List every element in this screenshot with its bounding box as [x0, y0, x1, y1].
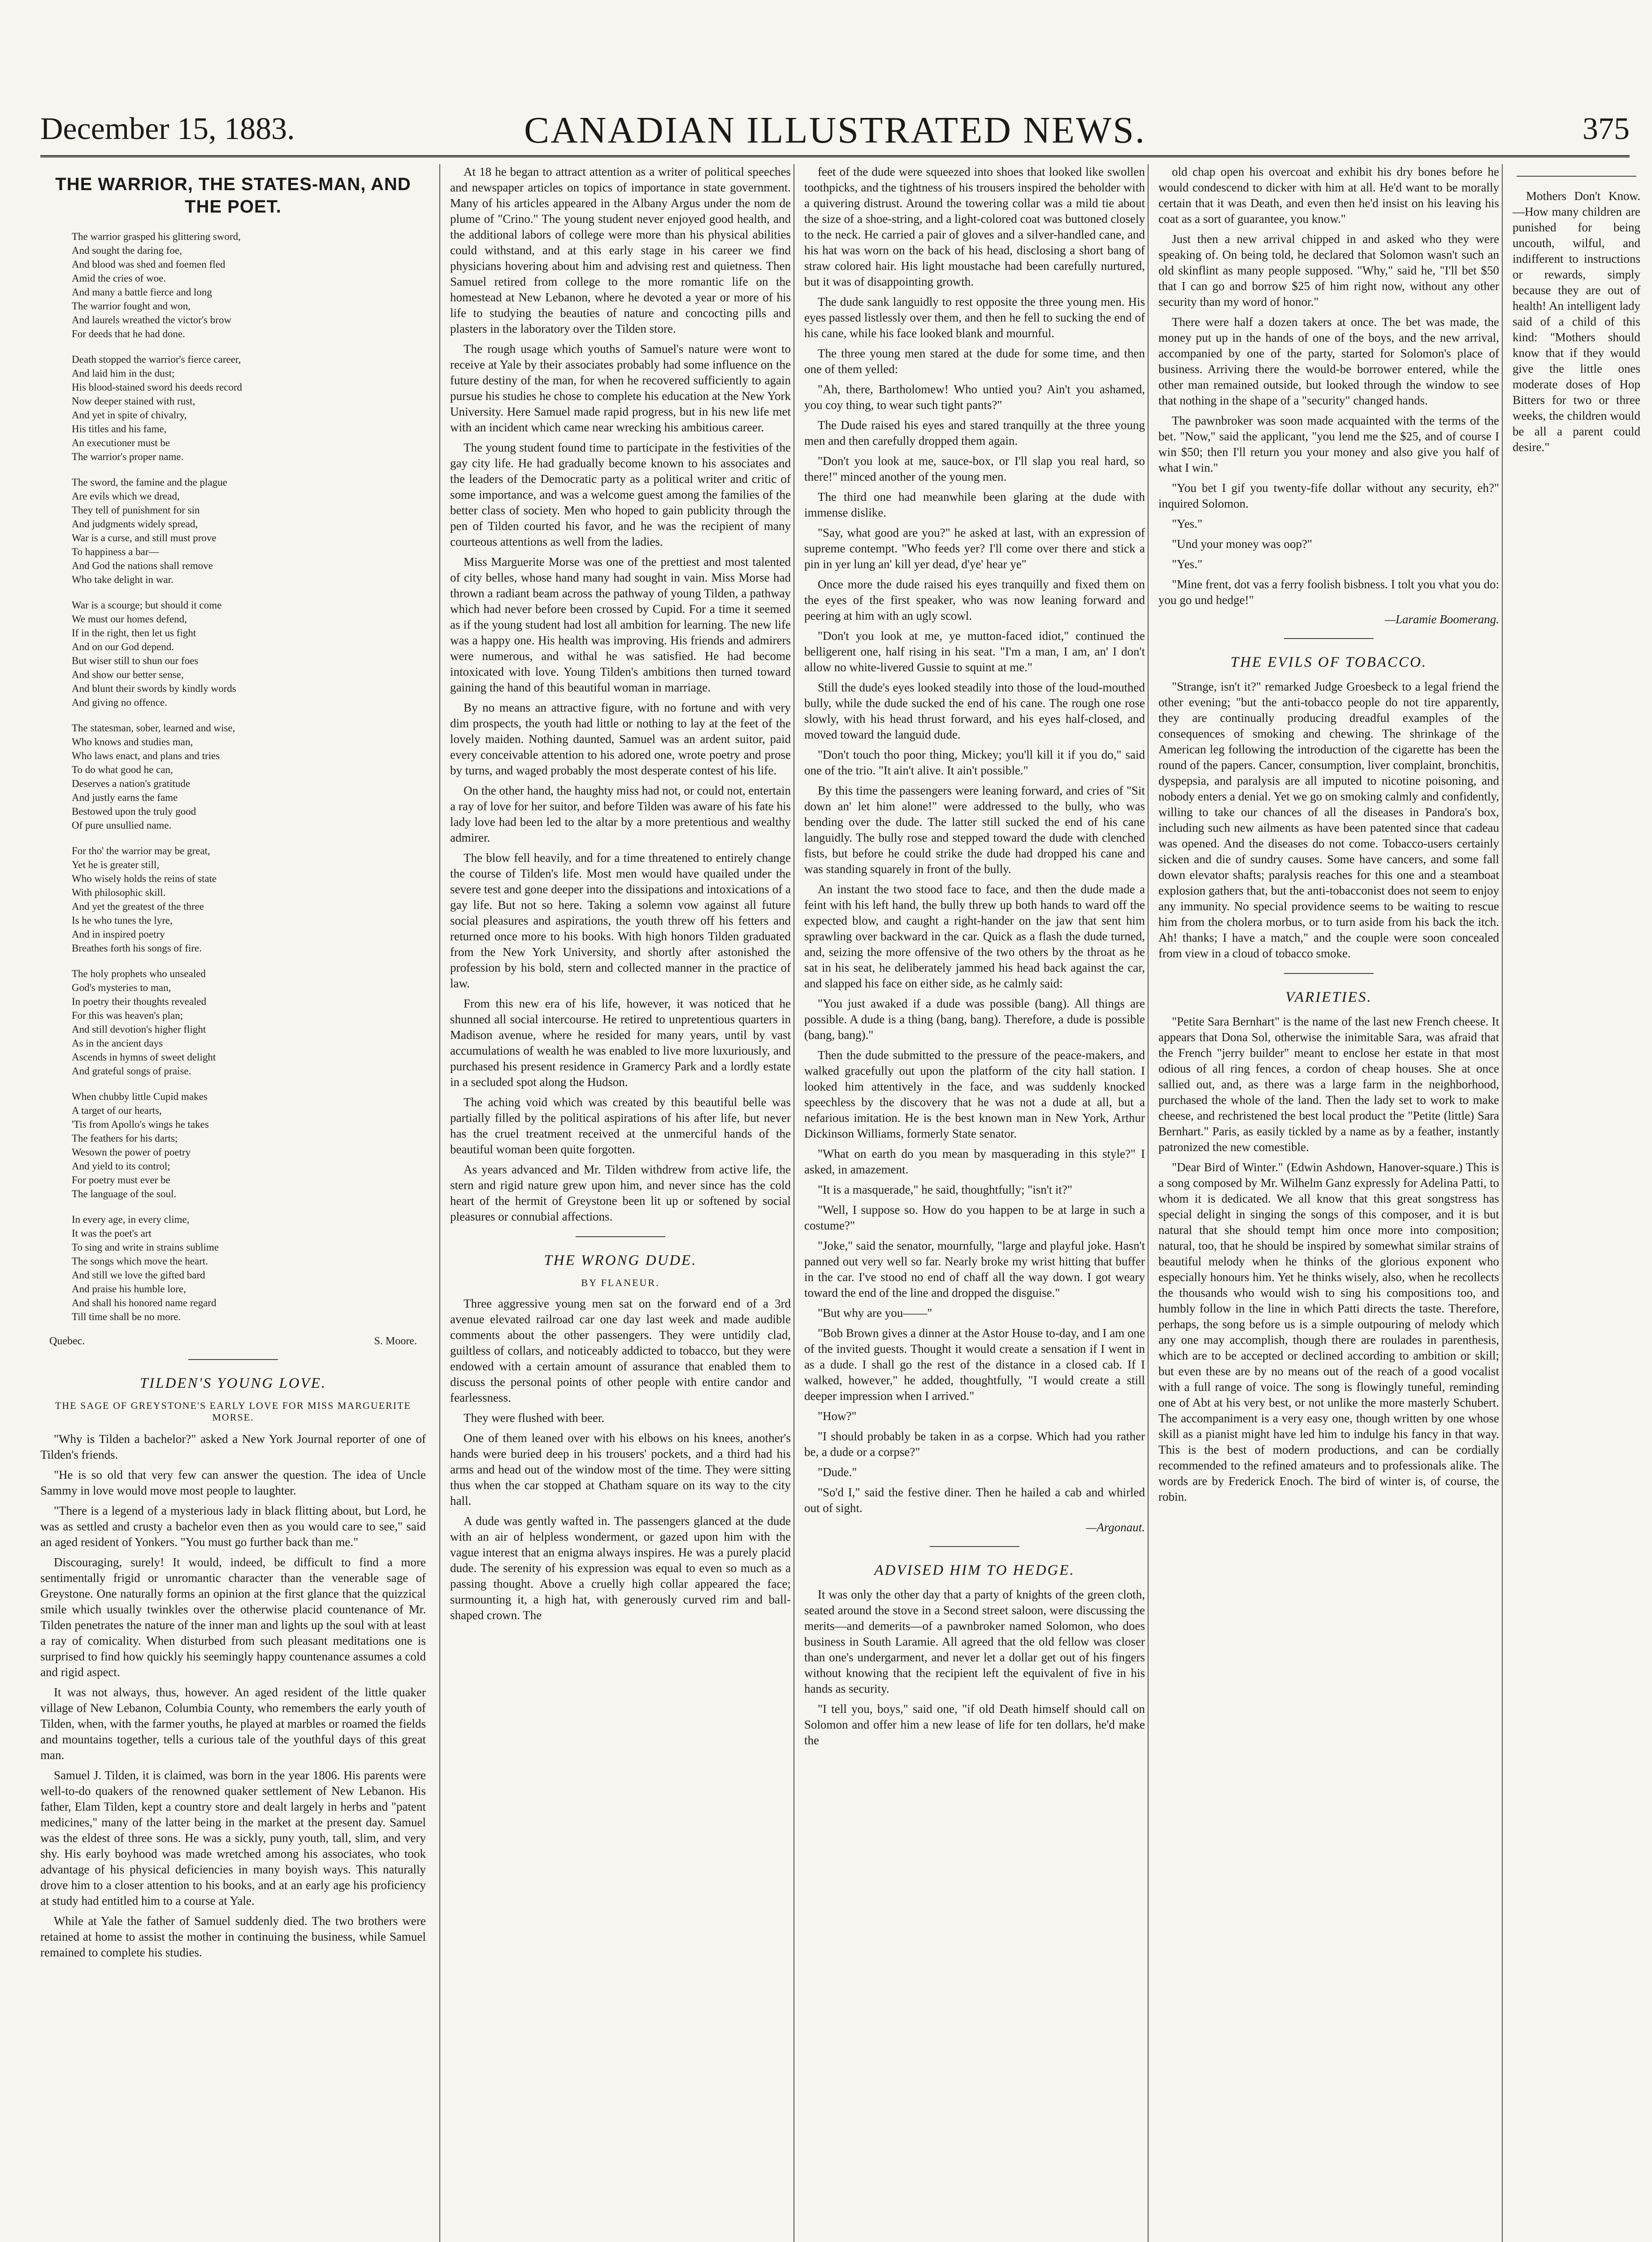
article-paragraph: By this time the passengers were leaning forward, and cries of "Sit down an' let him alone!" were addressed to the bully, who was bending over the dude. The latter still sucked the end of his cane languidly. The bully rose and stepped toward the dude with clenched fists, but before he could strike the dude had dropped his cane and was standing squarely in front of the bully. — [804, 784, 1145, 876]
article-paragraph: "So'd I," said the festive diner. Then he hailed a cab and whirled out of sight. — [804, 1486, 1145, 1515]
poem-line: The language of the soul. — [72, 1188, 177, 1199]
article-paragraph: "Strange, isn't it?" remarked Judge Groesbeck to a legal friend the other evening; "but the anti-tobacco people do not tire apparently, they are continually producing dreadful examples of the consequences of smoking and chewing. The shrinkage of the American leg following the introduction of the cigarette has been the round of the papers. Cancer, consumption, liver complaint, bronchitis, dyspepsia, and paralysis are all imputed to nicotine poisoning, and nobody enters a denial. Yet we go on smoking calmly and confidently, willing to take our chances of all the diseases in Pandora's box, including such new ailments as have been patented since that cadeau was opened. And the diseases do not come. Tobacco-users certainly sicken and die of sundry causes. Some have cancers, and some fall down elevator shafts; paralysis reaches for this one and a steamboat explosion gathers that, but the anti-tobacconist does not seem to enjoy any immunity. No special providence seems to be waiting to rescue him from the cholera morbus, or to turn aside from his back the itch. Ah! thanks; I have a match," and the couple were soon concealed from view in a cloud of tobacco smoke. — [1158, 680, 1499, 960]
article-paragraph: "He is so old that very few can answer the question. The idea of Uncle Sammy in love would move most people to laughter. — [40, 1468, 426, 1497]
article-paragraph: feet of the dude were squeezed into shoes that looked like swollen toothpicks, and the tightness of his trousers inspired the beholder with a quivering distrust. Around the towering collar was a mild tie about the size of a shoe-string, and a light-colored coat was buttoned closely to the neck. He carried a pair of gloves and a silver-handled cane, and his hat was worn on the back of his head, disclosing a short bang of straw colored hair. His light moustache had been carefully nurtured, but it was of disappointing growth. — [804, 165, 1145, 288]
poem-line: To sing and write in strains sublime — [72, 1242, 219, 1253]
poem-stanza — [72, 475, 426, 587]
poem-line: Breathes forth his songs of fire. — [72, 943, 202, 954]
poem-line: And on our God depend. — [72, 641, 174, 652]
column-2 — [439, 164, 791, 2242]
column-5 — [1502, 164, 1640, 2242]
poem-line: Who wisely holds the reins of state — [72, 873, 217, 884]
poem-line: For poetry must ever be — [72, 1174, 170, 1186]
poem-line: And laid him in the dust; — [72, 368, 175, 379]
article-paragraph: The Dude raised his eyes and stared tranquilly at the three young men and then carefully dropped them again. — [804, 418, 1145, 448]
poem-line: His blood-stained sword his deeds record — [72, 382, 243, 393]
poem-line: And sought the daring foe, — [72, 245, 182, 256]
poem-line: The feathers for his darts; — [72, 1133, 178, 1144]
poem-stanza — [72, 967, 426, 1078]
poem-line: They tell of punishment for sin — [72, 504, 200, 516]
poem-line: For deeds that he had done. — [72, 328, 185, 339]
article-paragraph: A dude was gently wafted in. The passengers glanced at the dude with an air of helpless wonderment, or gazed upon him with the vague interest that an enigma always inspires. He was a purely placid dude. The serenity of his expression was equal to even so much as a passing thought. Above a cruelly high collar appeared the face; surmounting it, a high hat, with generously curved rim and ball-shaped crown. The — [450, 1514, 791, 1622]
poem-line: Yet he is greater still, — [72, 859, 160, 870]
article-paragraph: At 18 he began to attract attention as a writer of political speeches and newspaper articles on topics of importance in state government. Many of his articles appeared in the Albany Argus under the nom de plume of "Crino." The young student never enjoyed good health, and the additional labors of college were more than his physical abilities could withstand, and at this early stage in his career we find physicians hovering about him and advising rest and quietness. Then Samuel retired from college to the more romantic life on the homestead at New Lebanon, where he devoted a year or more of his life to studying the beauties of nature and concocting pills and plasters in the laboratory over the Tilden store. — [450, 165, 791, 335]
article-paragraph: "It is a masquerade," he said, thoughtfully; "isn't it?" — [818, 1183, 1072, 1196]
dude-title: THE WRONG DUDE. — [544, 1252, 697, 1269]
issue-date: December 15, 1883. — [40, 112, 295, 146]
poem-line: And blood was shed and foemen fled — [72, 259, 225, 270]
hedge-article-part-2 — [1158, 164, 1499, 608]
article-paragraph: "What on earth do you mean by masquerading in this style?" I asked, in amazement. — [804, 1147, 1145, 1176]
article-paragraph: The pawnbroker was soon made acquainted with the terms of the bet. "Now," said the applicant, "you lend me the $25, and of course I win $50; then I'll return you your money and also give you half of what I win." — [1158, 414, 1499, 474]
article-paragraph: They were flushed with beer. — [464, 1411, 605, 1425]
poem-line: And blunt their swords by kindly words — [72, 683, 236, 694]
article-paragraph: "You bet I gif you twenty-fife dollar without any security, eh?" inquired Solomon. — [1158, 481, 1499, 510]
article-paragraph: An instant the two stood face to face, and then the dude made a feint with his left hand, the bully threw up both hands to ward off the expected blow, and caught a right-hander on the jaw that sent him sprawling over backward in the car. Quick as a flash the dude turned, and, seizing the more offensive of the two others by the throat as he sat in his seat, he deliberately jammed his head back against the car, and slapped his face on either side, as he calmly said: — [804, 882, 1145, 990]
article-paragraph: Three aggressive young men sat on the forward end of a 3rd avenue elevated railroad car one day last week and made audible comments about the other passengers. They were untidily clad, guiltless of collars, and noticeably addicted to tobacco, but they were endowed with a certain amount of assurance that enabled them to discuss the personal points of other people with entire candor and fearlessness. — [450, 1297, 791, 1404]
poem-line: To do what good he can, — [72, 764, 173, 775]
poem-line: And yet the greatest of the three — [72, 901, 204, 912]
poem-line: Who knows and studies man, — [72, 736, 193, 747]
divider — [1284, 638, 1374, 639]
poem-line: And judgments widely spread, — [72, 518, 198, 530]
poem-line: But wiser still to shun our foes — [72, 655, 199, 666]
dude-source: —Argonaut. — [1086, 1521, 1145, 1534]
divider — [1284, 973, 1374, 974]
poem-line: And God the nations shall remove — [72, 560, 213, 571]
tilden-article-part-1 — [40, 1431, 426, 1960]
article-paragraph: "Mine frent, dot vas a ferry foolish bisbness. I tolt you vhat you do: you go und hedge!" — [1158, 578, 1499, 607]
poem-stanza — [72, 1212, 426, 1324]
column-3 — [793, 164, 1145, 2242]
article-paragraph: The three young men stared at the dude for some time, and then one of them yelled: — [804, 347, 1145, 376]
article-paragraph: Still the dude's eyes looked steadily into those of the loud-mouthed bully, while the dude sucked the end of his cane. The rough one rose slowly, with his head thrust forward, and his eyes half-closed, and moved toward the languid dude. — [804, 681, 1145, 741]
poem-line: The sword, the famine and the plague — [72, 477, 227, 488]
varieties-title: VARIETIES. — [1285, 989, 1372, 1005]
poem-line: And many a battle fierce and long — [72, 287, 212, 298]
poem-line: Is he who tunes the lyre, — [72, 915, 173, 926]
article-paragraph: "Don't you look at me, sauce-box, or I'll slap you real hard, so there!" minced another of the young men. — [804, 454, 1145, 483]
poem-line: Bestowed upon the truly good — [72, 806, 196, 817]
poem-author: S. Moore. — [374, 1335, 417, 1347]
article-paragraph: "I should probably be taken in as a corpse. Which had you rather be, a dude or a corpse?" — [804, 1429, 1145, 1459]
poem-line: The warrior grasped his glittering sword, — [72, 231, 241, 242]
poem-line: And laurels wreathed the victor's brow — [72, 314, 232, 326]
poem-line: In poetry their thoughts revealed — [72, 996, 207, 1007]
poem-place: Quebec. — [49, 1335, 85, 1347]
poem-line: An executioner must be — [72, 437, 170, 448]
poem-line: With philosophic skill. — [72, 887, 166, 898]
poem-line: And yet in spite of chivalry, — [72, 409, 187, 421]
tilden-article-part-2 — [450, 164, 791, 1225]
varieties-article — [1158, 1014, 1499, 1505]
column-1 — [40, 164, 426, 2242]
article-paragraph: Miss Marguerite Morse was one of the prettiest and most talented of city belles, whose hand many had sought in vain. Miss Morse had thrown a radiant beam across the pathway of young Tilden, a pathway which had never before been crossed by Cupid. For a time it seemed as if the young student had lost all ambition for learning. The new life was a happy one. His health was improving. His friends and admirers were numerous, and withal he was satisfied. He had become intoxicated with love. Young Tilden's ambitions then turned toward gaining the hand of this beautiful woman in marriage. — [450, 555, 791, 694]
article-paragraph: The young student found time to participate in the festivities of the gay city life. He had gradually become known to his associates and the leaders of the Democratic party as a political writer and critic of some importance, and was a welcome guest among the families of the better class of society. Men who hoped to gain publicity through the pen of Tilden courted his favor, and he was the recipient of many courteous attentions as well from the ladies. — [450, 441, 791, 548]
article-paragraph: "Don't touch tho poor thing, Mickey; you'll kill it if you do," said one of the trio. "It ain't alive. It ain't possible." — [804, 748, 1145, 777]
article-paragraph: The blow fell heavily, and for a time threatened to entirely change the course of Tilden's life. Most men would have quailed under the severe test and gone deeper into the dissipations and intoxications of a gay life. But not so here. Taking a solemn vow against all future social pleasures and aspirations, the youth threw off his fetters and returned once more to his books. With high honors Tilden graduated from the New York University, and shortly after astonished the profession by his bold, stern and collected manner in the practice of law. — [450, 851, 791, 990]
poem-line: It was the poet's art — [72, 1228, 152, 1239]
dude-article-part-1 — [450, 1296, 791, 1623]
poem-stanza — [72, 598, 426, 709]
poem-body — [40, 230, 426, 1324]
poem-line: Of pure unsullied name. — [72, 820, 172, 831]
page-number: 375 — [1583, 112, 1630, 146]
divider — [1517, 176, 1637, 177]
article-paragraph: Just then a new arrival chipped in and asked who they were speaking of. On being told, he declared that Solomon wasn't such an old skinflint as many people supposed. "Why," said he, "I'll bet $50 that I can go and borrow $25 of him right now, without any other security than my word of honor." — [1158, 232, 1499, 308]
poem-line: Wesown the power of poetry — [72, 1147, 191, 1158]
poem-line: 'Tis from Apollo's wings he takes — [72, 1119, 209, 1130]
poem-stanza — [72, 230, 426, 341]
article-paragraph: The dude sank languidly to rest opposite the three young men. His eyes passed listlessly over them, and then he fell to sucking the end of his cane, while his face looked blank and mournful. — [804, 295, 1145, 340]
article-paragraph: "Well, I suppose so. How do you happen to be at large in such a costume?" — [804, 1203, 1145, 1232]
article-paragraph: It was only the other day that a party of knights of the green cloth, seated around the stove in a Second street saloon, were discussing the merits—and demerits—of a pawnbroker named Solomon, who does business in South Laramie. All agreed that the old fellow was closer than one's undergarment, and never let a dollar get out of his fingers without knowing that the recipient left the equivalent of five in his hands as security. — [804, 1588, 1145, 1695]
poem-line: And justly earns the fame — [72, 792, 178, 803]
article-paragraph: "I tell you, boys," said one, "if old Death himself should call on Solomon and offer him a new lease of life for ten dollars, he'd make the — [804, 1702, 1145, 1747]
poem-line: The songs which move the heart. — [72, 1256, 208, 1267]
poem-line: And grateful songs of praise. — [72, 1065, 191, 1077]
divider — [576, 1236, 665, 1237]
poem-stanza — [72, 1090, 426, 1201]
article-paragraph: "Yes." — [1172, 517, 1203, 530]
poem-line: Who laws enact, and plans and tries — [72, 750, 220, 761]
article-paragraph: Then the dude submitted to the pressure of the peace-makers, and walked gracefully out upon the platform of the city hall station. I looked him attentively in the face, and was suddenly knocked speechless by the discovery that he was not a dude at all, but a nefarious imitation. He is the best known man in New York, Arthur Dickinson Williams, formerly State senator. — [804, 1048, 1145, 1140]
dude-article-part-2 — [804, 164, 1145, 1516]
poem-line: A target of our hearts, — [72, 1105, 162, 1116]
poem-stanza — [72, 844, 426, 955]
poem-line: God's mysteries to man, — [72, 982, 171, 993]
poem-line: Death stopped the warrior's fierce career, — [72, 354, 241, 365]
poem-line: We must our homes defend, — [72, 613, 187, 625]
article-paragraph: From this new era of his life, however, it was noticed that he shunned all social intercourse. He retired to unpretentious quarters in Madison avenue, where he resided for many years, until by vast accumulations of wealth he was enabled to live more luxuriously, and purchased his present residence in Gramercy Park and a lordly estate in a secluded spot along the Hudson. — [450, 997, 791, 1089]
article-paragraph: Discouraging, surely! It would, indeed, be difficult to find a more sentimentally frigid or unromantic character than the venerable sage of Greystone. One naturally forms an opinion at the first glance that the quizzical smile which usually twinkles over the otherwise placid countenance of Mr. Tilden penetrates the nature of the inner man and lights up the soul with at least a ray of comicality. When disturbed from such pleasant meditations one is surprised to find how quickly his seemingly happy countenance assumes a cold and rigid aspect. — [40, 1555, 426, 1679]
poem-line: And praise his humble lore, — [72, 1283, 186, 1295]
poem-line: In every age, in every clime, — [72, 1214, 190, 1225]
article-paragraph: The third one had meanwhile been glaring at the dude with immense dislike. — [804, 490, 1145, 519]
newspaper-title: CANADIAN ILLUSTRATED NEWS. — [524, 109, 1146, 151]
poem-title: THE WARRIOR, THE STATES-MAN, AND THE POET. — [55, 174, 411, 217]
article-paragraph: It was not always, thus, however. An aged resident of the little quaker village of New Lebanon, Columbia County, who remembers the early youth of Tilden, when, with the farmer youths, he played at marbles or roamed the fields and mountains together, tells a curious tale of the youthful days of this great man. — [40, 1686, 426, 1762]
article-paragraph: The aching void which was created by this beautiful belle was partially filled by the political aspirations of his after life, but never has the cruel treatment received at the unmerciful hands of the beautiful woman been quite forgotten. — [450, 1095, 791, 1156]
poem-line: For this was heaven's plan; — [72, 1010, 183, 1021]
poem-line: And in inspired poetry — [72, 929, 165, 940]
poem-signature — [49, 1335, 417, 1347]
masthead — [40, 106, 1630, 157]
mothers-dont-know-paragraph: Mothers Don't Know.—How many children are punished for being uncouth, wilful, and indifferent to instructions or rewards, simply because they are out of health! An intelligent lady said of a child of this kind: "Mothers should know that if they would give the little ones moderate doses of Hop Bitters for two or three weeks, the children would be all a parent could desire." — [1513, 189, 1640, 454]
hedge-title: ADVISED HIM TO HEDGE. — [874, 1562, 1075, 1578]
tobacco-title: THE EVILS OF TOBACCO. — [1230, 654, 1427, 670]
article-paragraph: "You just awaked if a dude was possible (bang). All things are possible. A dude is a thing (bang, bang). Therefore, a dude is possible (bang, bang)." — [804, 997, 1145, 1042]
article-paragraph: "Why is Tilden a bachelor?" asked a New York Journal reporter of one of Tilden's friends. — [40, 1432, 426, 1461]
article-paragraph: By no means an attractive figure, with no fortune and with very dim prospects, the youth had little or nothing to lay at the feet of the lovely maiden. Nothing daunted, Samuel was an ardent suitor, paid every conceivable attention to his adored one, wrote poetry and prose by turns, and waged probably the most desperate contest of his life. — [450, 701, 791, 777]
poem-line: The statesman, sober, learned and wise, — [72, 722, 235, 734]
poem-line: The warrior fought and won, — [72, 300, 191, 312]
tobacco-article — [1158, 679, 1499, 961]
article-paragraph: "Ah, there, Bartholomew! Who untied you? Ain't you ashamed, you coy thing, to wear such tight pants?" — [804, 382, 1145, 412]
poem-line: When chubby little Cupid makes — [72, 1091, 208, 1102]
article-paragraph: "But why are you——" — [818, 1306, 932, 1320]
article-paragraph: "Petite Sara Bernhart" is the name of the last new French cheese. It appears that Dona Sol, otherwise the inimitable Sara, was afraid that the French "jerry builder" meant to enclose her estate in that most odious of all ring fences, a cordon of cheap houses. She at once sallied out, and, as there was a large farm in the neighborhood, purchased the whole of the land. Then the lady set to work to make cheese, and rechristened the best local product the "Petite (little) Sara Bernhart." Paris, as easily tickled by a name as by a feather, instantly patronized the new comestible. — [1158, 1015, 1499, 1154]
poem-line: And still devotion's higher flight — [72, 1024, 206, 1035]
tilden-title: TILDEN'S YOUNG LOVE. — [139, 1375, 327, 1391]
article-paragraph: "Don't you look at me, ye mutton-faced idiot," continued the belligerent one, half rising in his seat. "I'm a man, I am, an' I don't allow no white-livered Gussie to squint at me." — [804, 629, 1145, 674]
article-paragraph: "Say, what good are you?" he asked at last, with an expression of supreme contempt. "Who feeds yer? I'll come over there and stick a pin in yer lung an' kill yer dead, d'ye' hear ye" — [804, 526, 1145, 571]
article-paragraph: "Bob Brown gives a dinner at the Astor House to-day, and I am one of the invited guests. Thought it would create a sensation if I went in as a dude. I shall go the rest of the distance in a closed cab. If I walked, however," he added, thoughtfully, "I would create a still deeper impression when I arrived." — [804, 1326, 1145, 1403]
poem-line: To happiness a bar— — [72, 546, 159, 557]
poem-line: The warrior's proper name. — [72, 451, 184, 462]
poem-line: War is a curse, and still must prove — [72, 532, 217, 543]
poem-line: And giving no offence. — [72, 697, 167, 708]
article-paragraph: Samuel J. Tilden, it is claimed, was born in the year 1806. His parents were well-to-do quakers of the renowned quaker settlement of New Lebanon. His father, Elam Tilden, kept a country store and dealt largely in herbs and "patent medicines," many of the latter being in the market at the present day. Samuel was the eldest of three sons. He was a sickly, puny youth, tall, slim, and very shy. His early boyhood was made wretched among his associates, who took advantage of his physical deficiencies in many boyish ways. This naturally drove him to a closer attention to his books, and at an early age his proficiency at study had entitled him to a course at Yale. — [40, 1768, 426, 1907]
article-paragraph: On the other hand, the haughty miss had not, or could not, entertain a ray of love for her suitor, and before Tilden was aware of his fate his lady love had been led to the altar by a more pretentious and wealthy admirer. — [450, 784, 791, 844]
hedge-source: —Laramie Boomerang. — [1385, 613, 1499, 626]
article-paragraph: As years advanced and Mr. Tilden withdrew from active life, the stern and rigid nature grew upon him, and never since has the cold heart of the hermit of Greystone been lit up or softened by social pleasures or connubial affections. — [450, 1163, 791, 1223]
article-paragraph: Once more the dude raised his eyes tranquilly and fixed them on the eyes of the first speaker, who was now leaning forward and peering at him with an ugly scowl. — [804, 578, 1145, 622]
article-paragraph: "Dude." — [818, 1465, 857, 1479]
poem-line: And yield to its control; — [72, 1160, 170, 1172]
poem-line: Deserves a nation's gratitude — [72, 778, 191, 789]
article-paragraph: "How?" — [818, 1409, 857, 1423]
divider — [930, 1546, 1019, 1547]
article-paragraph: old chap open his overcoat and exhibit his dry bones before he would condescend to dicker with him at all. He'd want to be morally certain that it was Death, and even then he'd insist on his leaving his coat as a sort of guarantee, you know." — [1158, 165, 1499, 226]
divider — [188, 1359, 278, 1360]
article-paragraph: "Und your money was oop?" — [1172, 537, 1312, 551]
poem-line: War is a scourge; but should it come — [72, 600, 222, 611]
poem-line: The holy prophets who unsealed — [72, 968, 206, 979]
poem-line: And still we love the gifted bard — [72, 1269, 205, 1281]
article-paragraph: There were half a dozen takers at once. The bet was made, the money put up in the hands of one of the boys, and the new arrival, accompanied by one of the party, started for Solomon's place of business. Arriving there the would-be borrower entered, while the other man remained outside, but looked through the window to see that nothing in the shape of a "security" changed hands. — [1158, 315, 1499, 407]
article-paragraph: "Dear Bird of Winter." (Edwin Ashdown, Hanover-square.) This is a song composed by Mr. Wilhelm Ganz expressly for Adelina Patti, to whom it is dedicated. We all know that this great songstress has special delight in singing the songs of this composer, and it is but natural that she should tempt him once more into composition; natural, too, that he should be inspired by somewhat similar strains of beautiful melody when he thinks of the glorious exponent who especially honours him. Yet he thinks wisely, also, when he recollects the thousands who would wish to sing his compositions too, and humbly follow in the line in which Patti directs the taste. Therefore, perhaps, the song before us is a simple outpouring of melody which any one may accomplish, though there are roulades in parenthesis, which are to be accepted or declined according to ambition or skill; but even these are by no means out of the reach of a good vocalist with a full range of voice. The song is flowingly tuneful, reminding one of Abt at his very best, or not unlike the more masterly Schubert. The accompaniment is a very easy one, though written by one whose skill as a pianist might have led him to indulge his fancy in that way. This is the best of modern productions, and can be cordially recommended to the refined amateurs and to professionals alike. The words are by Frederick Enoch. The bird of winter is, of course, the robin. — [1158, 1160, 1499, 1503]
poem-line: Who take delight in war. — [72, 574, 173, 585]
article-paragraph: "Yes." — [1172, 557, 1203, 571]
poem-line: If in the right, then let us fight — [72, 627, 196, 639]
dude-byline: BY FLANEUR. — [581, 1277, 660, 1288]
article-paragraph: One of them leaned over with his elbows on his knees, another's hands were buried deep in his trousers' pockets, and a third had his arms and head out of the window most of the time. They were sitting thus when the car stopped at Chatham square on its way to the city hall. — [450, 1431, 791, 1508]
tilden-subtitle: THE SAGE OF GREYSTONE'S EARLY LOVE FOR MISS MARGUERITE MORSE. — [55, 1400, 412, 1423]
poem-line: Ascends in hymns of sweet delight — [72, 1051, 216, 1063]
poem-stanza — [72, 721, 426, 832]
article-paragraph: While at Yale the father of Samuel suddenly died. The two brothers were retained at home to assist the mother in continuing the business, while Samuel remained to complete his studies. — [40, 1914, 426, 1959]
poem-line: Now deeper stained with rust, — [72, 395, 195, 407]
poem-line: Amid the cries of woe. — [72, 273, 166, 284]
article-paragraph: "Joke," said the senator, mournfully, "large and playful joke. Hasn't panned out very well so far. Nearly broke my wrist hitting that buffer in the car. I've stood no end of chaff all the way down. I got weary toward the end of the line and dropped the disguise." — [804, 1239, 1145, 1299]
poem-line: His titles and his fame, — [72, 423, 167, 434]
article-paragraph: "There is a legend of a mysterious lady in black flitting about, but Lord, he was as settled and crusty a bachelor even then as you would care to see," said an aged resident of Yonkers. "You must go further back than me." — [40, 1504, 426, 1549]
poem-line: Are evils which we dread, — [72, 491, 180, 502]
hedge-article-part-1 — [804, 1587, 1145, 1748]
poem-line: As in the ancient days — [72, 1038, 163, 1049]
poem-line: Till time shall be no more. — [72, 1311, 181, 1322]
poem-line: And shall his honored name regard — [72, 1297, 217, 1308]
poem-line: For tho' the warrior may be great, — [72, 845, 210, 856]
poem-stanza — [72, 352, 426, 464]
article-paragraph: The rough usage which youths of Samuel's nature were wont to receive at Yale by their associates probably had some influence on the future destiny of the man, for when he recovered sufficiently to again pursue his studies he chose to complete his education at the New York University. Here Samuel made rapid progress, but in his new life met with an incident which came near wrecking his ambitious career. — [450, 342, 791, 434]
poem-line: And show our better sense, — [72, 669, 184, 680]
column-4 — [1148, 164, 1499, 2242]
